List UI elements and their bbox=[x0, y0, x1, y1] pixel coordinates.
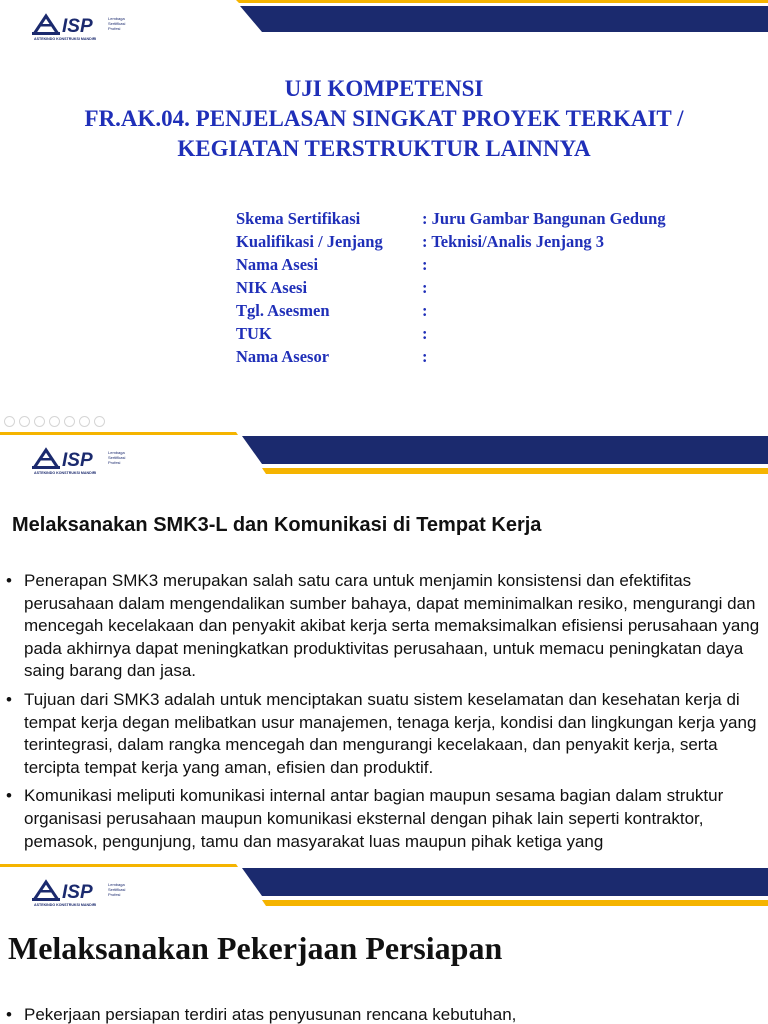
list-item-text: Penerapan SMK3 merupakan salah satu cara untuk menjamin konsistensi dan efektifitas perusahaan dalam mengendalikan sumber bahaya, dapat meminimalkan resiko, mengurangi dan mencegah kecelakaan dan penyakit akibat kerja serta memaksimalkan efisiensi perusahaan yang pada akhirnya dapat meningkatkan produktivitas perusahaan, untuk memacu peningkatan daya saing barang dan jasa. bbox=[24, 571, 760, 681]
logo-sub-line-2: Sertifikasi bbox=[108, 21, 126, 26]
info-value: : bbox=[422, 301, 428, 320]
slide-nav-controls bbox=[4, 416, 105, 427]
slides-grid-button[interactable] bbox=[49, 416, 60, 427]
bullet-dot-icon: • bbox=[6, 1005, 12, 1024]
info-row-nama-asesor bbox=[236, 345, 666, 368]
logo-caption: ASTEKINDO KONSTRUKSI MANDIRI bbox=[34, 37, 97, 41]
logo-emblem-icon bbox=[32, 450, 60, 469]
logo-sub-line-1: Lembaga bbox=[108, 16, 125, 21]
info-row-tuk bbox=[236, 322, 666, 345]
info-value: : bbox=[422, 347, 428, 366]
header-navy-stripe bbox=[240, 6, 768, 32]
bullet-list bbox=[6, 1004, 516, 1024]
page-title bbox=[0, 74, 768, 164]
header-yellow-stripe bbox=[262, 900, 768, 906]
header-navy-stripe bbox=[242, 436, 768, 464]
list-item bbox=[6, 689, 764, 779]
bullet-dot-icon: • bbox=[6, 786, 12, 806]
isp-logo bbox=[32, 12, 142, 42]
info-label: TUK bbox=[236, 324, 272, 343]
list-item bbox=[6, 570, 764, 683]
isp-logo bbox=[32, 878, 142, 908]
list-item bbox=[6, 1004, 516, 1024]
info-row-nama-asesi bbox=[236, 253, 666, 276]
logo-sub-line-3: Profesi bbox=[108, 892, 121, 897]
info-value: : bbox=[422, 255, 428, 274]
info-value: : Juru Gambar Bangunan Gedung bbox=[422, 209, 666, 228]
logo-caption: ASTEKINDO KONSTRUKSI MANDIRI bbox=[34, 471, 97, 475]
logo-text: ISP bbox=[62, 450, 93, 471]
info-label: Nama Asesi bbox=[236, 255, 319, 274]
info-label: Kualifikasi / Jenjang bbox=[236, 232, 383, 251]
info-label: NIK Asesi bbox=[236, 278, 308, 297]
logo-caption: ASTEKINDO KONSTRUKSI MANDIRI bbox=[34, 903, 97, 907]
header-yellow-stripe-left bbox=[0, 432, 238, 435]
info-row-tgl-asesmen bbox=[236, 299, 666, 322]
bullet-dot-icon: • bbox=[6, 571, 12, 590]
isp-logo bbox=[32, 446, 142, 476]
info-label: Tgl. Asesmen bbox=[236, 301, 330, 320]
header-yellow-stripe bbox=[236, 0, 768, 3]
slide-title bbox=[0, 0, 768, 432]
list-item-text: Pekerjaan persiapan terdiri atas penyusunan rencana kebutuhan, bbox=[24, 1005, 517, 1024]
info-row-nik-asesi bbox=[236, 276, 666, 299]
logo-text: ISP bbox=[62, 882, 93, 903]
pen-tool-button[interactable] bbox=[34, 416, 45, 427]
bullet-dot-icon: • bbox=[6, 689, 12, 709]
list-item-text: Komunikasi meliputi komunikasi internal antar bagian maupun sesama bagian dalam struktur organisasi perusahaan maupun komunikasi eksternal dengan pihak lain seperti kontraktor, pemasok, pengunjung, tamu dan masyarakat luas maupun pihak ketiga yang bbox=[24, 786, 724, 851]
logo-emblem-icon bbox=[32, 882, 60, 901]
info-row-skema bbox=[236, 207, 666, 230]
bullet-list bbox=[6, 570, 764, 859]
slide-smk3 bbox=[0, 432, 768, 864]
info-value: : bbox=[422, 324, 428, 343]
info-label: Skema Sertifikasi bbox=[236, 209, 361, 228]
slide-heading: Melaksanakan Pekerjaan Persiapan bbox=[8, 930, 503, 966]
subtitles-button[interactable] bbox=[79, 416, 90, 427]
title-line-1: UJI KOMPETENSI bbox=[284, 76, 484, 101]
next-slide-button[interactable] bbox=[19, 416, 30, 427]
slide-persiapan bbox=[0, 864, 768, 1024]
logo-sub-line-3: Profesi bbox=[108, 26, 121, 31]
slide-heading: Melaksanakan SMK3-L dan Komunikasi di Tempat Kerja bbox=[12, 514, 542, 536]
logo-sub-line-2: Sertifikasi bbox=[108, 455, 126, 460]
logo-sub-line-2: Sertifikasi bbox=[108, 887, 126, 892]
logo-sub-line-1: Lembaga bbox=[108, 450, 125, 455]
logo-sub-line-1: Lembaga bbox=[108, 882, 125, 887]
info-value: : Teknisi/Analis Jenjang 3 bbox=[422, 232, 605, 251]
logo-sub-line-3: Profesi bbox=[108, 460, 121, 465]
logo-text: ISP bbox=[62, 16, 93, 37]
header-navy-stripe bbox=[242, 868, 768, 896]
info-row-kualifikasi bbox=[236, 230, 666, 253]
title-line-2: FR.AK.04. PENJELASAN SINGKAT PROYEK TERKAIT / bbox=[84, 106, 684, 131]
list-item-text: Tujuan dari SMK3 adalah untuk menciptakan suatu sistem keselamatan dan kesehatan kerja di tempat kerja degan melibatkan usur manajemen, tenaga kerja, kondisi dan lingkungan kerja yang terintegrasi, dalam rangka mencegah dan mengurangi kecelakaan, dan penyakit kerja, serta tercipta tempat kerja yang aman, efisien dan produktif. bbox=[24, 689, 757, 777]
certification-info bbox=[236, 207, 666, 368]
list-item bbox=[6, 785, 764, 853]
more-options-button[interactable] bbox=[94, 416, 105, 427]
zoom-button[interactable] bbox=[64, 416, 75, 427]
title-line-3: KEGIATAN TERSTRUKTUR LAINNYA bbox=[177, 136, 591, 161]
info-label: Nama Asesor bbox=[236, 347, 330, 366]
prev-slide-button[interactable] bbox=[4, 416, 15, 427]
logo-emblem-icon bbox=[32, 16, 60, 35]
header-yellow-stripe-left bbox=[0, 864, 238, 867]
info-value: : bbox=[422, 278, 428, 297]
header-yellow-stripe bbox=[262, 468, 768, 474]
